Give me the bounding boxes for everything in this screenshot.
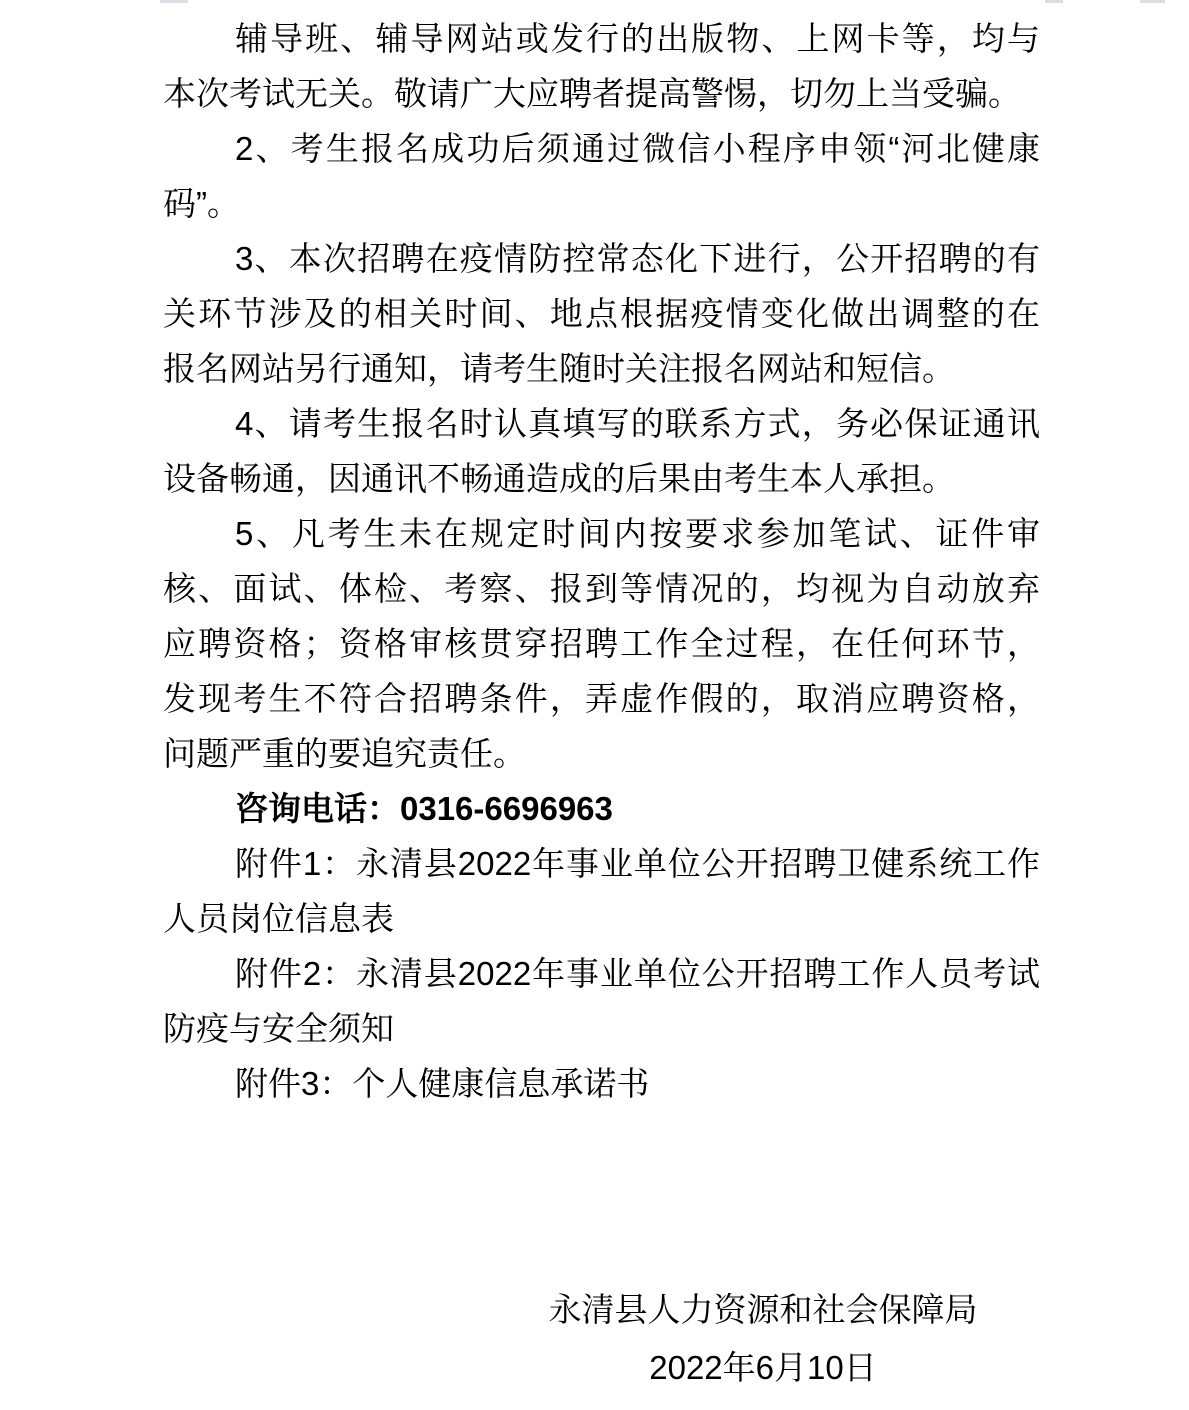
signature-block bbox=[548, 1281, 978, 1397]
contact-phone-line bbox=[163, 781, 1040, 836]
paragraph-line: 5、凡考生未在规定时间内按要求参加笔试、证件审 bbox=[235, 515, 1040, 552]
attachment-1-line: 人员岗位信息表 bbox=[163, 900, 394, 937]
paragraph-line: 应聘资格；资格审核贯穿招聘工作全过程，在任何环节， bbox=[163, 625, 1040, 662]
scan-artifact bbox=[1045, 0, 1063, 3]
paragraph-line: 问题严重的要追究责任。 bbox=[163, 735, 526, 772]
paragraph-line: 4、请考生报名时认真填写的联系方式，务必保证通讯 bbox=[235, 405, 1040, 442]
paragraph-line: 报名网站另行通知，请考生随时关注报名网站和短信。 bbox=[163, 350, 955, 387]
paragraph-line: 辅导班、辅导网站或发行的出版物、上网卡等，均与 bbox=[235, 20, 1040, 57]
scan-artifact bbox=[1140, 0, 1165, 3]
paragraph-line: 设备畅通，因通讯不畅通造成的后果由考生本人承担。 bbox=[163, 460, 955, 497]
paragraph-line: 核、面试、体检、考察、报到等情况的，均视为自动放弃 bbox=[163, 570, 1040, 607]
paragraph-line: 发现考生不符合招聘条件，弄虚作假的，取消应聘资格， bbox=[163, 680, 1040, 717]
signature-date: 2022年6月10日 bbox=[649, 1349, 877, 1386]
paragraph-line: 3、本次招聘在疫情防控常态化下进行，公开招聘的有 bbox=[235, 240, 1040, 277]
paragraph-line: 关环节涉及的相关时间、地点根据疫情变化做出调整的在 bbox=[163, 295, 1040, 332]
scan-artifact bbox=[160, 0, 188, 3]
attachment-2-line: 附件2：永清县2022年事业单位公开招聘工作人员考试 bbox=[235, 955, 1040, 992]
contact-number: 0316-6696963 bbox=[400, 790, 613, 827]
contact-label: 咨询电话： bbox=[235, 790, 400, 827]
paragraph-line: 2、考生报名成功后须通过微信小程序申领“河北健康 bbox=[235, 130, 1040, 167]
attachment-3-line: 附件3：个人健康信息承诺书 bbox=[235, 1065, 650, 1102]
paragraph-line: 码”。 bbox=[163, 185, 240, 222]
attachment-1-line: 附件1：永清县2022年事业单位公开招聘卫健系统工作 bbox=[235, 845, 1040, 882]
paragraph-line: 本次考试无关。敬请广大应聘者提高警惕，切勿上当受骗。 bbox=[163, 75, 1021, 112]
attachment-2-line: 防疫与安全须知 bbox=[163, 1010, 394, 1047]
signature-agency: 永清县人力资源和社会保障局 bbox=[548, 1291, 978, 1328]
